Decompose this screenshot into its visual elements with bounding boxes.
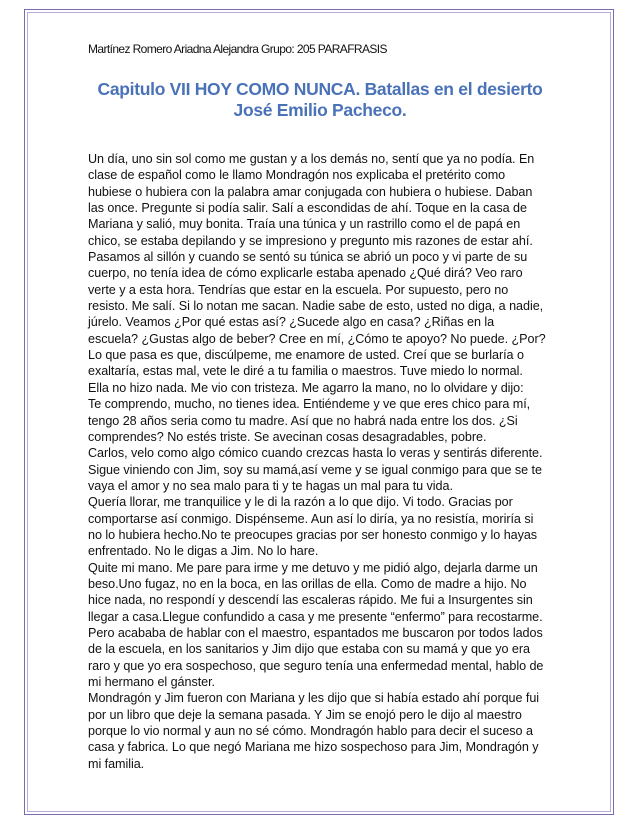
body-line: Pasamos al sillón y cuando se sentó su túnica se abrió un poco y vi parte de su (88, 250, 528, 265)
body-line: enfrentado. No le digas a Jim. No lo hare. (88, 544, 319, 559)
body-line: Mariana y salió, muy bonita. Traía una túnica y un rastrillo como el de papá en (88, 217, 521, 232)
body-line: vaya el amor y no sea malo para ti y te hagas un mal para tu vida. (88, 478, 453, 493)
body-line: escuela? ¿Gustas algo de beber? Cree en mí, ¿Cómo te apoyo? No puede. ¿Por? (88, 331, 546, 346)
body-line: resisto. Me salí. Si lo notan me sacan. Nadie sabe de esto, usted no diga, a nadie, (88, 299, 544, 314)
body-line: Lo que pasa es que, discúlpeme, me enamore de usted. Creí que se burlaría o (88, 348, 524, 363)
body-line: chico, se estaba depilando y se impresiono y pregunto mis razones de estar ahí. (88, 233, 533, 248)
body-line: porque lo vio normal y aun no sé cómo. Mondragón hablo para decir el suceso a (88, 724, 533, 739)
title-line-1: Capitulo VII HOY COMO NUNCA. Batallas en el desierto (97, 79, 543, 99)
body-line: Quite mi mano. Me pare para irme y me detuvo y me pidió algo, dejarla darme un (88, 560, 538, 575)
body-line: comportarse así conmigo. Dispénseme. Aun así lo diría, ya no resistía, moriría si (88, 511, 534, 526)
body-line: comprendes? No estés triste. Se avecinan cosas desagradables, pobre. (88, 429, 487, 444)
body-line: casa y fabrica. Lo que negó Mariana me hizo sospechoso para Jim, Mondragón y (88, 740, 539, 755)
title-line-2: José Emilio Pacheco. (233, 100, 407, 120)
body-line: Carlos, velo como algo cómico cuando crezcas hasta lo veras y sentirás diferente. (88, 446, 543, 461)
body-line: hubiese o hubiera con la palabra amar conjugada con hubiera o hubiese. Daban (88, 184, 533, 199)
body-line: no lo hubiera hecho.No te preocupes gracias por ser honesto conmigo y lo hayas (88, 527, 538, 542)
body-line: por un libro que deje la semana pasada. Y Jim se enojó pero le dijo al maestro (88, 707, 522, 722)
body-line: raro y que yo era sospechoso, que seguro tenía una enfermedad mental, hablo de (88, 658, 544, 673)
body-line: hice nada, no respondí y descendí las escaleras rápido. Me fui a Insurgentes sin (88, 593, 533, 608)
body-line: beso.Uno fugaz, no en la boca, en las orillas de ella. Como de madre a hijo. No (88, 576, 527, 591)
body-line: tengo 28 años seria como tu madre. Así que no habrá nada entre los dos. ¿Si (88, 413, 518, 428)
body-line: llegar a casa.Llegue confundido a casa y me presente “enfermo” para recostarme. (88, 609, 543, 624)
body-line: mi familia. (88, 756, 145, 771)
body-line: de la escuela, en los sanitarios y Jim dijo que estaba con su mamá y que yo era (88, 642, 530, 657)
body-line: Ella no hizo nada. Me vio con tristeza. Me agarro la mano, no lo olvidare y dijo: (88, 380, 524, 395)
document-header: Martínez Romero Ariadna Alejandra Grupo: 205 PARAFRASIS (88, 42, 387, 56)
body-line: Sigue viniendo con Jim, soy su mamá,así veme y se igual conmigo para que se te (88, 462, 542, 477)
body-line: Un día, uno sin sol como me gustan y a los demás no, sentí que ya no podía. En (88, 152, 535, 166)
body-line: clase de español como le llamo Mondragón nos explicaba el pretérito como (88, 168, 506, 183)
body-line: Te comprendo, mucho, no tienes idea. Entiéndeme y ve que eres chico para mí, (88, 397, 531, 412)
body-paragraphs (88, 151, 558, 772)
body-line: Quería llorar, me tranquilice y le di la razón a lo que dijo. Vi todo. Gracias por (88, 495, 513, 510)
body-line: las once. Pregunte si podía salir. Salí a escondidas de ahí. Toque en la casa de (88, 201, 527, 216)
body-line: Mondragón y Jim fueron con Mariana y les dijo que si había estado ahí porque fui (88, 691, 540, 706)
body-line: verte y a esta hora. Tendrías que estar en la escuela. Por supuesto, pero no (88, 282, 509, 297)
body-line: Pero acababa de hablar con el maestro, espantados me buscaron por todos lados (88, 625, 543, 640)
body-line: cuerpo, no tenía idea de cómo explicarle estaba apenado ¿Qué dirá? Veo raro (88, 266, 523, 281)
body-line: mi hermano el gánster. (88, 675, 216, 689)
document-title (60, 79, 580, 121)
body-line: exaltaría, estas mal, vete le diré a tu familia o maestros. Tuve miedo lo normal. (88, 364, 523, 379)
body-line: júrelo. Veamos ¿Por qué estas así? ¿Sucede algo en casa? ¿Riñas en la (88, 315, 495, 330)
